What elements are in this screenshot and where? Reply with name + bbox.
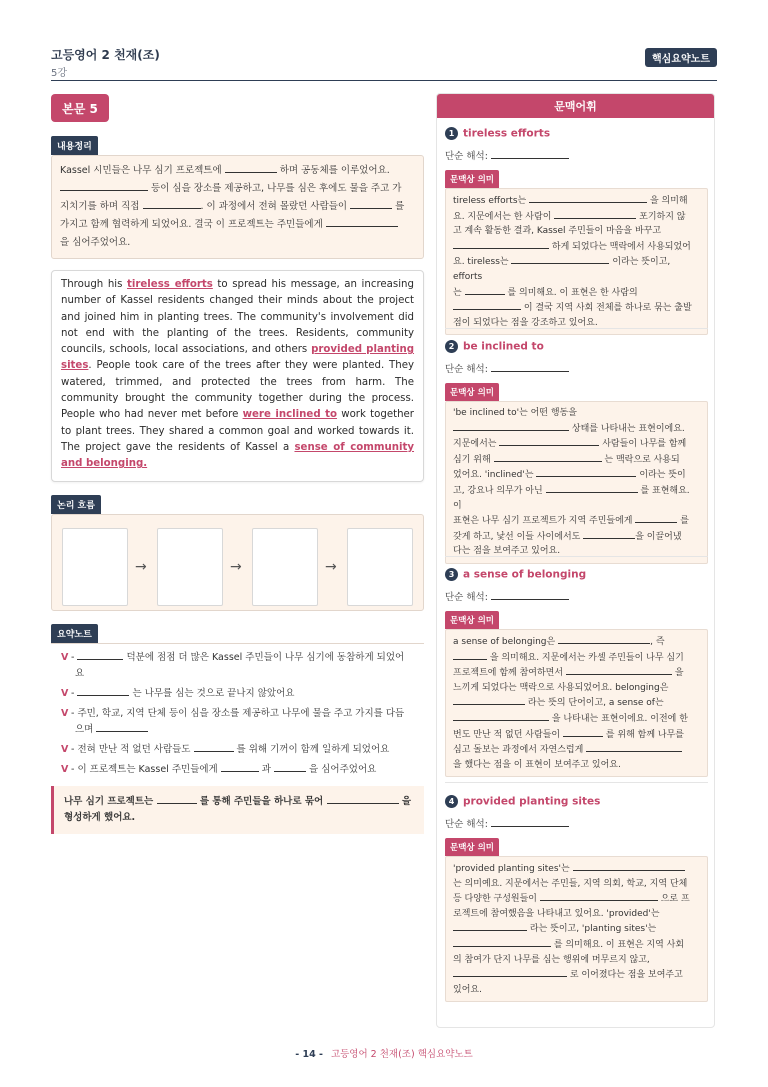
context-meaning-box: 'provided planting sites'는 는 의미예요. 지문에서는 주민들, 지역 의회, 학교, 지역 단체 등 다양한 구성원들이 으로 프 로젝트에 참여했음을 나타내고 있어요. 'provided'는 라는 뜻이고, 'planting sites'는 를 의미해요. 이 표현은 지역 사회 의 참여가 단지 나무를 심는 행위에 머무르지 않고, 로 이어졌다는 점을 보여주고 있어요. xyxy=(445,856,708,1002)
document-title: 고등영어 2 천재(조) xyxy=(51,48,160,62)
list-item: V - 이 프로젝트는 Kassel 주민들에게 과 을 심어주었어요 xyxy=(61,762,416,778)
reading-passage: Through his tireless efforts to spread his message, an increasing number of Kassel residents changed their minds about the project and joined him in planting trees. The community's involvement did not end with the planting of the trees. Residents, community councils, schools, local associations, and others provided planting sites. People took care of the trees after they were planted. They watered, trimmed, and protected the trees from harm. The community brought the community together during the process. People who had never met before were inclined to work together to plant trees. They shared a common goal and worked towards it. The project gave the residents of Kassel a sense of community and belonging. xyxy=(51,270,424,482)
flow-step-box xyxy=(62,528,128,606)
arrow-right-icon: → xyxy=(325,558,337,575)
vocab-item-provided-planting-sites: 4 provided planting sites 단순 해석: 문맥상 의미 'provided planting sites'는 는 의미예요. 지문에서는 주민들, 지역 의회, 학교, 지역 단체 등 다양한 구성원들이 으로 프 로젝트에 참여했음을 나타내고 있어요. 'provided'는 라는 뜻이고, 'planting sites'는 를 의미해요. 이 표현은 지역 사회 의 참여가 단지 나무를 심는 행위에 머무르지 않고, 로 이어졌다는 점을 보여주고 있어요. xyxy=(445,795,708,1002)
check-mark-icon: V xyxy=(61,707,69,719)
vocab-item-a-sense-of-belonging: 3 a sense of belonging 단순 해석: 문맥상 의미 a sense of belonging은 , 즉 을 의미해요. 지문에서는 카셀 주민들이 나무 심기 프로젝트에 함께 참여하면서 을 느끼게 되었다는 맥락으로 사용되었어요. belonging은 라는 뜻의 단어이고, a sense of는 을 나타내는 표현이에요. 이전에 한 번도 만난 적 없던 사람들이 를 위해 함께 나무를 심고 돌보는 과정에서 자연스럽게 을 했다는 점을 이 표현이 보여주고 있어요. xyxy=(445,568,708,777)
summary-notes-tag: 요약노트 xyxy=(51,624,98,643)
context-vocabulary-panel xyxy=(436,93,715,1028)
flow-step-box xyxy=(157,528,223,606)
blank xyxy=(60,181,148,191)
context-meaning-tag: 문맥상 의미 xyxy=(445,611,499,629)
arrow-right-icon: → xyxy=(230,558,242,575)
highlight-sense-of-community: sense of community and belonging. xyxy=(61,441,415,470)
context-meaning-box: 'be inclined to'는 어떤 행동을 상태를 나타내는 표현이에요. 지문에서는 사람들이 나무를 함께 심기 위해 는 맥락으로 사용되 었어요. 'inclined'는 이라는 뜻이 고, 강요나 의무가 아닌 를 표현해요. 이 표현은 나무 심기 프로젝트가 지역 주민들에게 를 갖게 하고, 낯선 이들 사이에서도 을 이끌어냈 다는 점을 보여주고 있어요. xyxy=(445,401,708,564)
passage-tab: 본문 5 xyxy=(51,94,109,122)
item-number-badge: 3 xyxy=(445,568,458,581)
arrow-right-icon: → xyxy=(135,558,147,575)
check-mark-icon: V xyxy=(61,763,69,775)
logic-flow-box xyxy=(51,514,424,611)
flow-step-box xyxy=(347,528,413,606)
vocab-term: tireless efforts xyxy=(463,127,551,140)
vocab-term: a sense of belonging xyxy=(463,568,587,581)
context-vocabulary-header: 문맥어휘 xyxy=(437,94,714,118)
content-summary-box: Kassel 시민들은 나무 심기 프로젝트에 하며 공동체를 이루었어요. 등이 심을 장소를 제공하고, 나무를 심은 후에도 물을 주고 가 지치기를 하며 직접 . 이 과정에서 전혀 몰랐던 사람들이 를 가지고 함께 협력하게 되었어요. 결국 이 프로젝트는 주민들에게 을 심어주었어요. xyxy=(51,155,424,259)
highlight-provided-planting-sites: provided planting sites xyxy=(61,344,415,372)
item-number-badge: 2 xyxy=(445,340,458,353)
item-number-badge: 4 xyxy=(445,795,458,808)
summary-notes-section xyxy=(51,624,424,778)
content-summary-section xyxy=(51,136,424,259)
footer-title: 고등영어 2 천재(조) 핵심요약노트 xyxy=(330,1049,473,1060)
conclusion-box: 나무 심기 프로젝트는 를 통해 주민들을 하나로 묶어 을 형성하게 했어요. xyxy=(51,786,424,834)
list-item: V - 덕분에 점점 더 많은 Kassel 주민들이 나무 심기에 동참하게 되었어 요 xyxy=(61,650,416,682)
check-mark-icon: V xyxy=(61,687,69,699)
blank xyxy=(350,199,392,209)
vocab-term: be inclined to xyxy=(463,340,544,353)
context-meaning-box: tireless efforts는 을 의미해 요. 지문에서는 한 사람이 포기하지 않 고 계속 활동한 결과, Kassel 주민들이 마음을 바꾸고 하게 되었다는 맥락에서 사용되었어 요. tireless는 이라는 뜻이고, efforts 는 를 의미해요. 이 표현은 한 사람의 이 결국 지역 사회 전체를 하나로 묶는 출발 점이 되었다는 점을 강조하고 있어요. xyxy=(445,188,708,335)
vocab-item-be-inclined-to: 2 be inclined to 단순 해석: 문맥상 의미 'be inclined to'는 어떤 행동을 상태를 나타내는 표현이에요. 지문에서는 사람들이 나무를 함께 심기 위해 는 맥락으로 사용되 었어요. 'inclined'는 이라는 뜻이 고, 강요나 의무가 아닌 를 표현해요. 이 표현은 나무 심기 프로젝트가 지역 주민들에게 를 갖게 하고, 낯선 이들 사이에서도 을 이끌어냈 다는 점을 보여주고 있어요. xyxy=(445,340,708,564)
header-divider xyxy=(51,80,717,81)
check-mark-icon: V xyxy=(61,743,69,755)
blank xyxy=(143,199,201,209)
content-summary-tag: 내용정리 xyxy=(51,136,98,155)
context-meaning-tag: 문맥상 의미 xyxy=(445,170,499,188)
list-item: V - 는 나무를 심는 것으로 끝나지 않았어요 xyxy=(61,686,416,702)
logic-flow-tag: 논리 흐름 xyxy=(51,495,101,514)
context-meaning-box: a sense of belonging은 , 즉 을 의미해요. 지문에서는 카셀 주민들이 나무 심기 프로젝트에 함께 참여하면서 을 느끼게 되었다는 맥락으로 사용되었어요. belonging은 라는 뜻의 단어이고, a sense of는 을 나타내는 표현이에요. 이전에 한 번도 만난 적 없던 사람들이 를 위해 함께 나무를 심고 돌보는 과정에서 자연스럽게 을 했다는 점을 이 표현이 보여주고 있어요. xyxy=(445,629,708,777)
item-number-badge: 1 xyxy=(445,127,458,140)
summary-notes-list xyxy=(51,643,424,778)
vocab-term: provided planting sites xyxy=(463,795,601,808)
logic-flow-section xyxy=(51,495,424,611)
blank xyxy=(225,163,277,173)
page-number: - 14 - xyxy=(295,1049,323,1060)
check-mark-icon: V xyxy=(61,651,69,663)
left-column xyxy=(51,94,424,834)
blank xyxy=(326,217,398,227)
list-item: V - 주민, 학교, 지역 단체 등이 심을 장소를 제공하고 나무에 물을 주고 가지를 다듬 으며 xyxy=(61,706,416,738)
context-meaning-tag: 문맥상 의미 xyxy=(445,383,499,401)
flow-step-box xyxy=(252,528,318,606)
notes-badge: 핵심요약노트 xyxy=(645,48,717,67)
page-footer xyxy=(0,1046,768,1060)
list-item: V - 전혀 만난 적 없던 사람들도 를 위해 기꺼이 함께 일하게 되었어요 xyxy=(61,742,416,758)
highlight-were-inclined-to: were inclined to xyxy=(242,409,338,421)
context-meaning-tag: 문맥상 의미 xyxy=(445,838,499,856)
highlight-tireless-efforts: tireless efforts xyxy=(127,279,213,290)
vocab-item-tireless-efforts: 1 tireless efforts 단순 해석: 문맥상 의미 tireless efforts는 을 의미해 요. 지문에서는 한 사람이 포기하지 않 고 계속 활동한 결과, Kassel 주민들이 마음을 바꾸고 하게 되었다는 맥락에서 사용되었어 요. tireless는 이라는 뜻이고, efforts 는 를 의미해요. 이 표현은 한 사람의 이 결국 지역 사회 전체를 하나로 묶는 출발 점이 되었다는 점을 강조하고 있어요. xyxy=(445,127,708,335)
lesson-number: 5강 xyxy=(51,68,68,79)
